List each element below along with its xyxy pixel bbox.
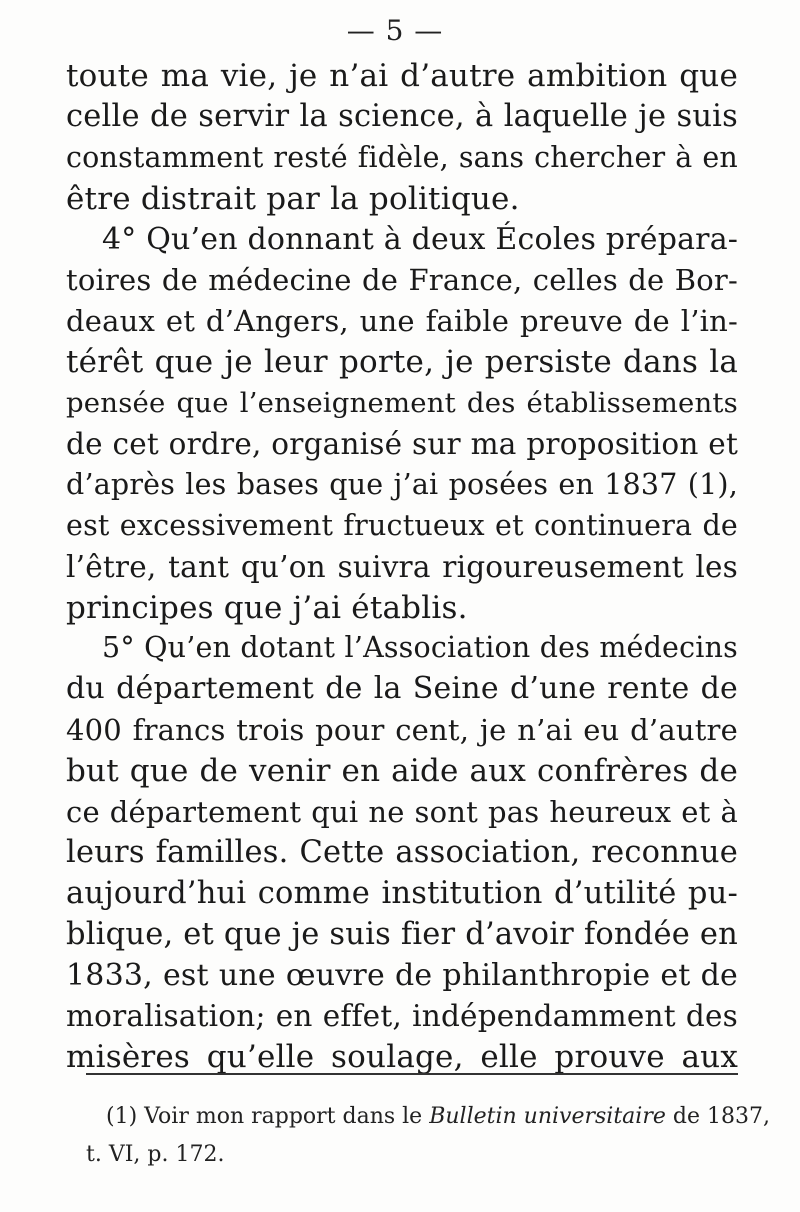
text-line: leurs familles. Cette association, reconnue: [66, 834, 738, 870]
text-line: l’être, tant qu’on suivra rigoureusement les: [66, 549, 738, 584]
text-line: être distrait par la politique.: [66, 180, 520, 217]
footnote-marker: (1): [106, 1104, 138, 1129]
footnotes: [86, 1098, 770, 1174]
text-line: constamment resté fidèle, sans chercher à en: [66, 140, 738, 174]
footnote-text: Voir mon rapport dans le: [144, 1104, 423, 1129]
text-line: aujourd’hui comme institution d’utilité pu-: [66, 875, 738, 911]
text-line: blique, et que je suis fier d’avoir fondée en: [66, 916, 738, 952]
text-line: térêt que je leur porte, je persiste dans la: [66, 344, 738, 381]
text-line: toires de médecine de France, celles de Bor-: [66, 263, 738, 298]
text-line: misères qu’elle soulage, elle prouve aux: [66, 1039, 738, 1076]
text-line: pensée que l’enseignement des établissements: [66, 387, 738, 420]
footnote-italic-title: Bulletin universitaire: [429, 1104, 666, 1129]
text-line: deaux et d’Angers, une faible preuve de l’in-: [66, 304, 738, 339]
text-line: d’après les bases que j’ai posées en 1837 (1),: [66, 467, 738, 501]
page-number: — 5 —: [346, 14, 444, 47]
footnote-separator: [86, 1073, 738, 1075]
text-line: ce département qui ne sont pas heureux et à: [66, 795, 738, 830]
footnote-line: [86, 1098, 770, 1136]
text-line: celle de servir la science, à laquelle je suis: [66, 98, 738, 134]
text-line: 4° Qu’en donnant à deux Écoles prépara-: [102, 221, 739, 257]
text-line: du département de la Seine d’une rente de: [66, 671, 738, 707]
footnote-line-continued: t. VI, p. 172.: [86, 1142, 225, 1167]
footnote-text-end: de 1837,: [672, 1104, 770, 1129]
text-line: est excessivement fructueux et continuera de: [66, 508, 738, 542]
text-line: 400 francs trois pour cent, je n’ai eu d’autre: [66, 713, 738, 748]
text-line: toute ma vie, je n’ai d’autre ambition que: [66, 58, 738, 94]
text-line: but que de venir en aide aux confrères de: [66, 753, 738, 790]
text-line: de cet ordre, organisé sur ma proposition et: [66, 427, 738, 462]
body-text: [66, 56, 738, 1078]
text-line: moralisation; en effet, indépendamment des: [66, 999, 738, 1034]
text-line: 5° Qu’en dotant l’Association des médecins: [102, 631, 738, 665]
text-line: principes que j’ai établis.: [66, 589, 468, 626]
text-line: 1833, est une œuvre de philanthropie et de: [66, 957, 738, 993]
